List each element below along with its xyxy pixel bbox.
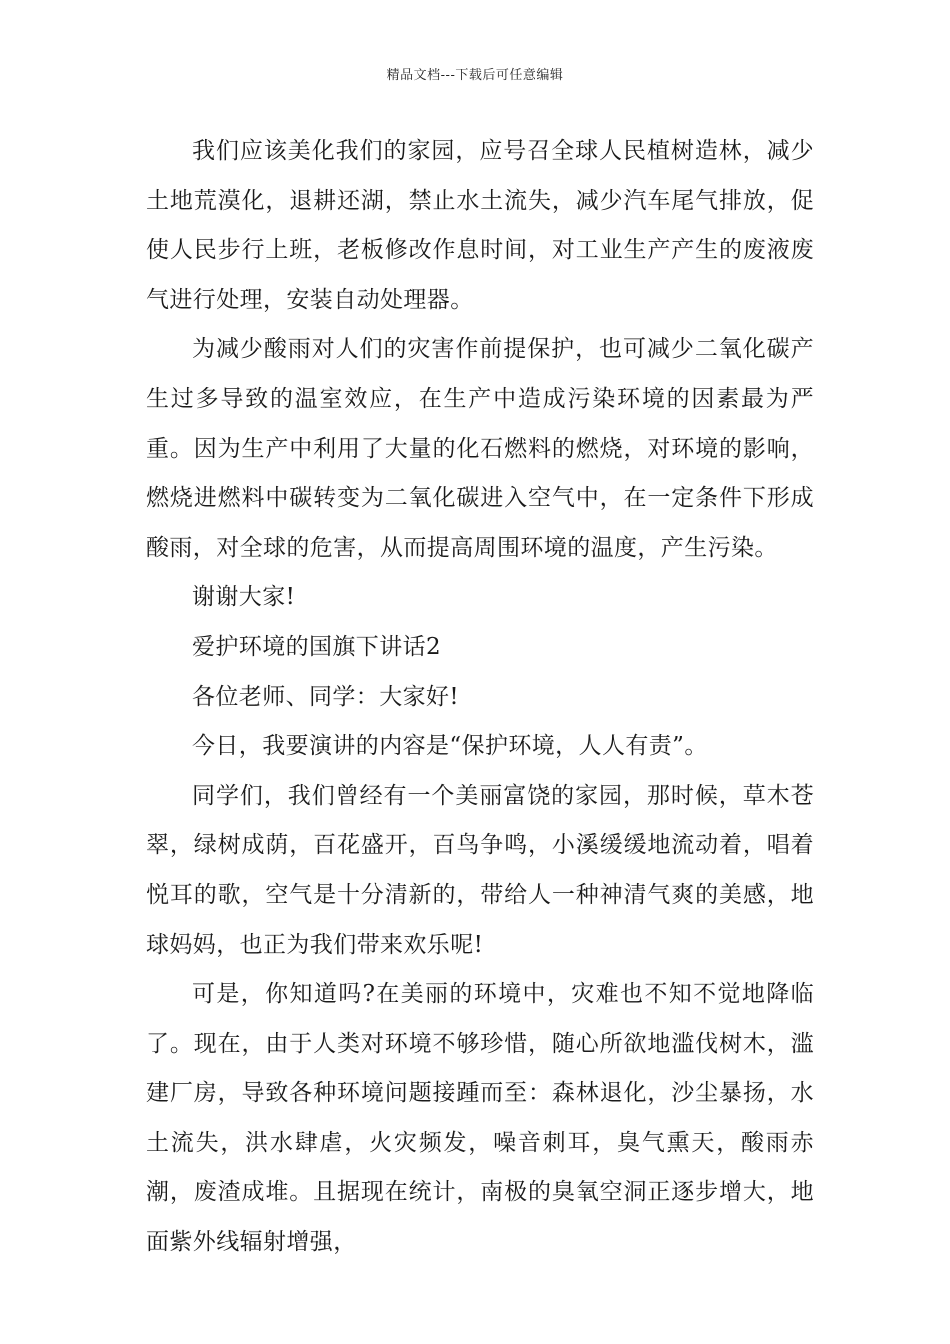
paragraph-beautify-homeland: 我们应该美化我们的家园，应号召全球人民植树造林，减少土地荒漠化，退耕还湖，禁止水土流失，减少汽车尾气排放，促使人民步行上班，老板修改作息时间，对工业生产产生的废液废气进行处理，安装自动处理器。 [146, 138, 814, 313]
speech-title: 爱护环境的国旗下讲话2 [192, 633, 442, 660]
page-header: 精品文档---下载后可任意编辑 [386, 68, 564, 83]
paragraph-thanks: 谢谢大家! [192, 584, 296, 611]
paragraph-topic: 今日，我要演讲的内容是“保护环境，人人有责”。 [192, 733, 708, 760]
paragraph-acid-rain: 为减少酸雨对人们的灾害作前提保护，也可减少二氧化碳产生过多导致的温室效应，在生产中造成污染环境的因素最为严重。因为生产中利用了大量的化石燃料的燃烧，对环境的影响，燃烧进燃料中碳转变为二氧化碳进入空气中，在一定条件下形成酸雨，对全球的危害，从而提高周围环境的温度，产生污染。 [146, 336, 814, 561]
paragraph-beautiful-homeland: 同学们，我们曾经有一个美丽富饶的家园，那时候，草木苍翠，绿树成荫，百花盛开，百鸟争鸣，小溪缓缓地流动着，唱着悦耳的歌，空气是十分清新的，带给人一种神清气爽的美感，地球妈妈，也正为我们带来欢乐呢! [146, 782, 814, 958]
document-body [146, 127, 814, 1268]
paragraph-disasters: 可是，你知道吗?在美丽的环境中，灾难也不知不觉地降临了。现在，由于人类对环境不够珍惜，随心所欲地滥伐树木，滥建厂房，导致各种环境问题接踵而至：森林退化，沙尘暴扬，水土流失，洪水肆虐，火灾频发，噪音刺耳，臭气熏天，酸雨赤潮，废渣成堆。且据现在统计，南极的臭氧空洞正逐步增大，地面紫外线辐射增强， [146, 981, 814, 1256]
greeting: 各位老师、同学：大家好! [192, 683, 460, 710]
